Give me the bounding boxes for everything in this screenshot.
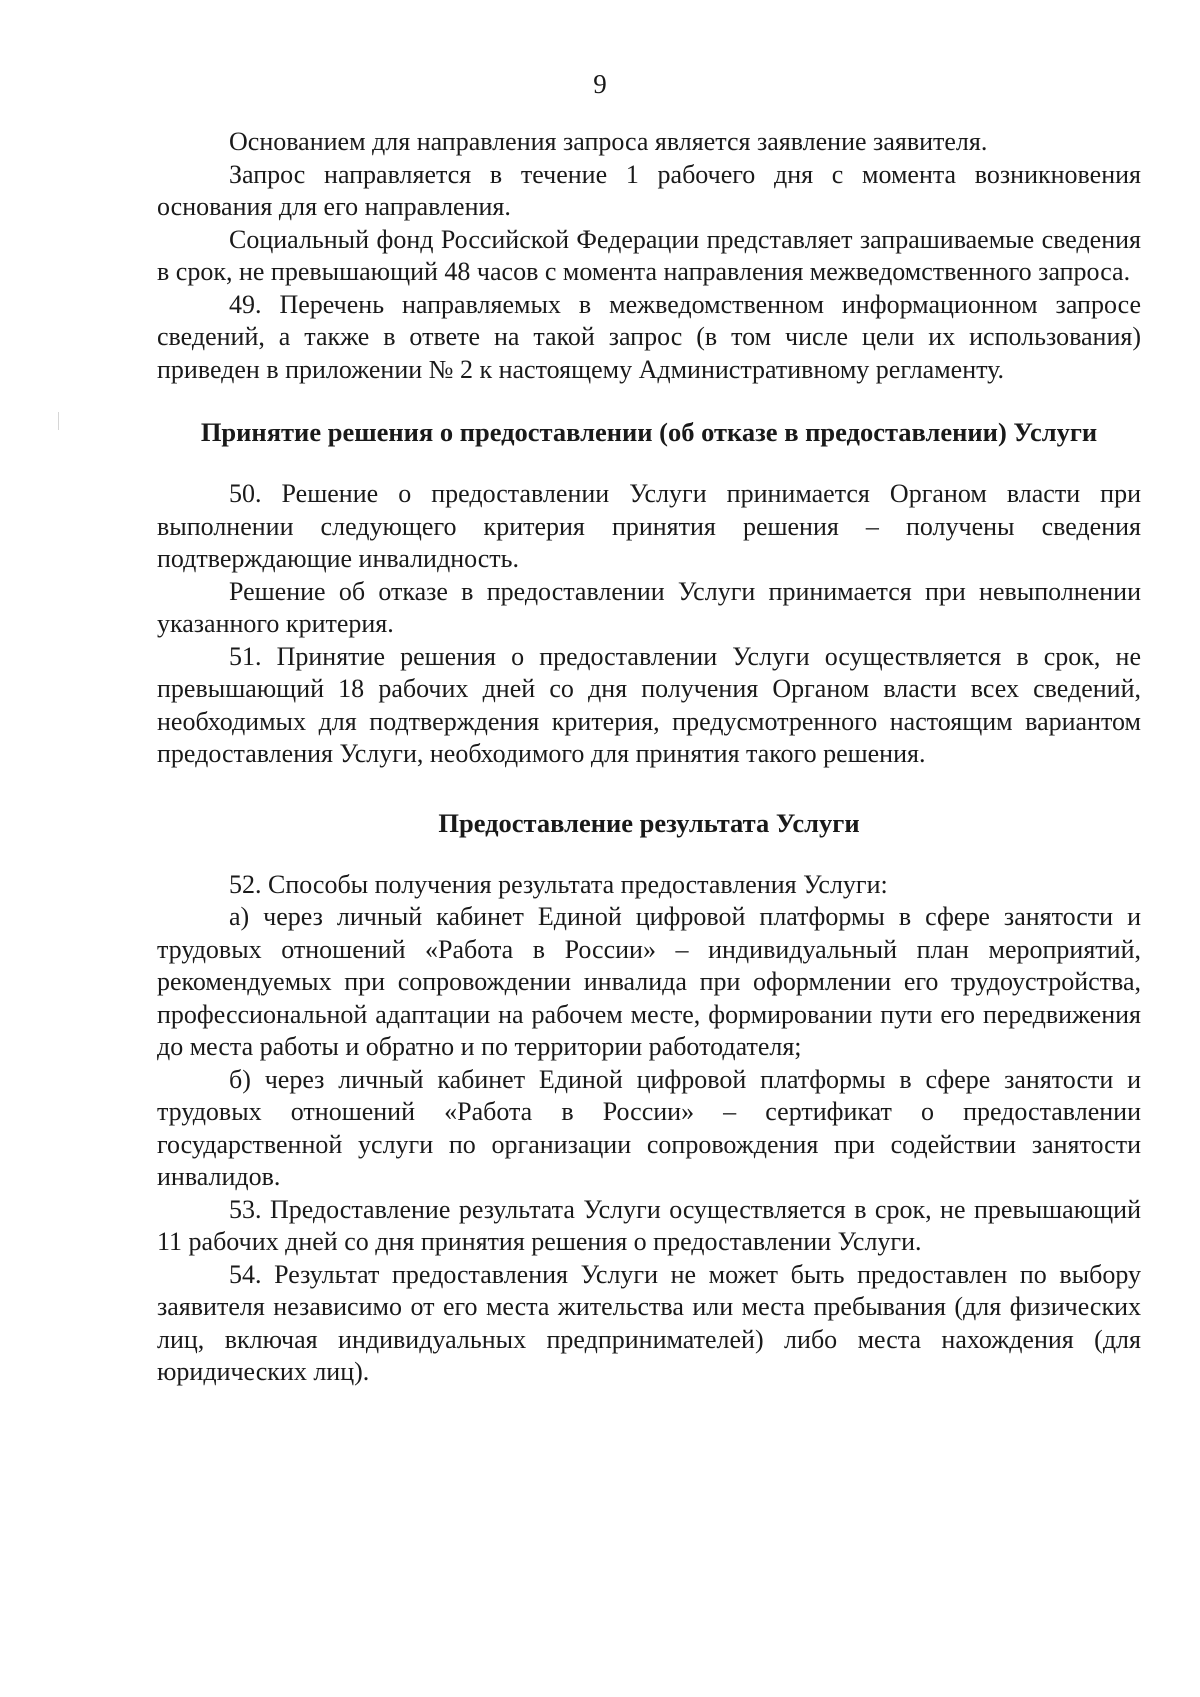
paragraph-54: 54. Результат предоставления Услуги не может быть предоставлен по выбору заявителя независимо от его места жительства или места пребывания (для физических лиц, включая индивидуальных предпринимателей) либо места нахождения (для юридических лиц). [157,1259,1141,1386]
paragraph-53: 53. Предоставление результата Услуги осуществляется в срок, не превышающий 11 рабочих дней со дня принятия решения о предоставлении Услуги. [157,1194,1141,1256]
paragraph-social-fund: Социальный фонд Российской Федерации представляет запрашиваемые сведения в срок, не превышающий 48 часов с момента направления межведомственного запроса. [157,224,1141,286]
paragraph-50: 50. Решение о предоставлении Услуги принимается Органом власти при выполнении следующего критерия принятия решения – получены сведения подтверждающие инвалидность. [157,479,1141,573]
scan-artifact [58,412,59,430]
page-number: 9 [593,69,607,99]
paragraph-52-a: а) через личный кабинет Единой цифровой платформы в сфере занятости и трудовых отношений «Работа в России» – индивидуальный план мероприятий, рекомендуемых при сопровождении инвалида при оформлении его трудоустройства, профессиональной адаптации на рабочем месте, формировании пути его передвижения до места работы и обратно и по территории работодателя; [157,902,1141,1061]
paragraph-52: 52. Способы получения результата предоставления Услуги: [229,869,888,899]
paragraph-51: 51. Принятие решения о предоставлении Услуги осуществляется в срок, не превышающий 18 рабочих дней со дня получения Органом власти всех сведений, необходимых для подтверждения критерия, предусмотренного настоящим вариантом предоставления Услуги, необходимого для принятия такого решения. [157,641,1141,768]
document-body [157,126,1141,1389]
section-heading-decision: Принятие решения о предоставлении (об отказе в предоставлении) Услуги [200,417,1098,447]
paragraph-basis: Основанием для направления запроса является заявление заявителя. [229,127,988,156]
section-heading-result: Предоставление результата Услуги [438,807,860,838]
paragraph-52-b: б) через личный кабинет Единой цифровой платформы в сфере занятости и трудовых отношений «Работа в России» – сертификат о предоставлении государственной услуги по организации сопровождения при содействии занятости инвалидов. [157,1064,1141,1191]
paragraph-49: 49. Перечень направляемых в межведомственном информационном запросе сведений, а также в ответе на такой запрос (в том числе цели их использования) приведен в приложении № 2 к настоящему Административному регламенту. [157,289,1141,384]
paragraph-refusal: Решение об отказе в предоставлении Услуги принимается при невыполнении указанного критерия. [157,576,1141,638]
paragraph-request-timing: Запрос направляется в течение 1 рабочего дня с момента возникновения основания для его направления. [157,159,1141,221]
